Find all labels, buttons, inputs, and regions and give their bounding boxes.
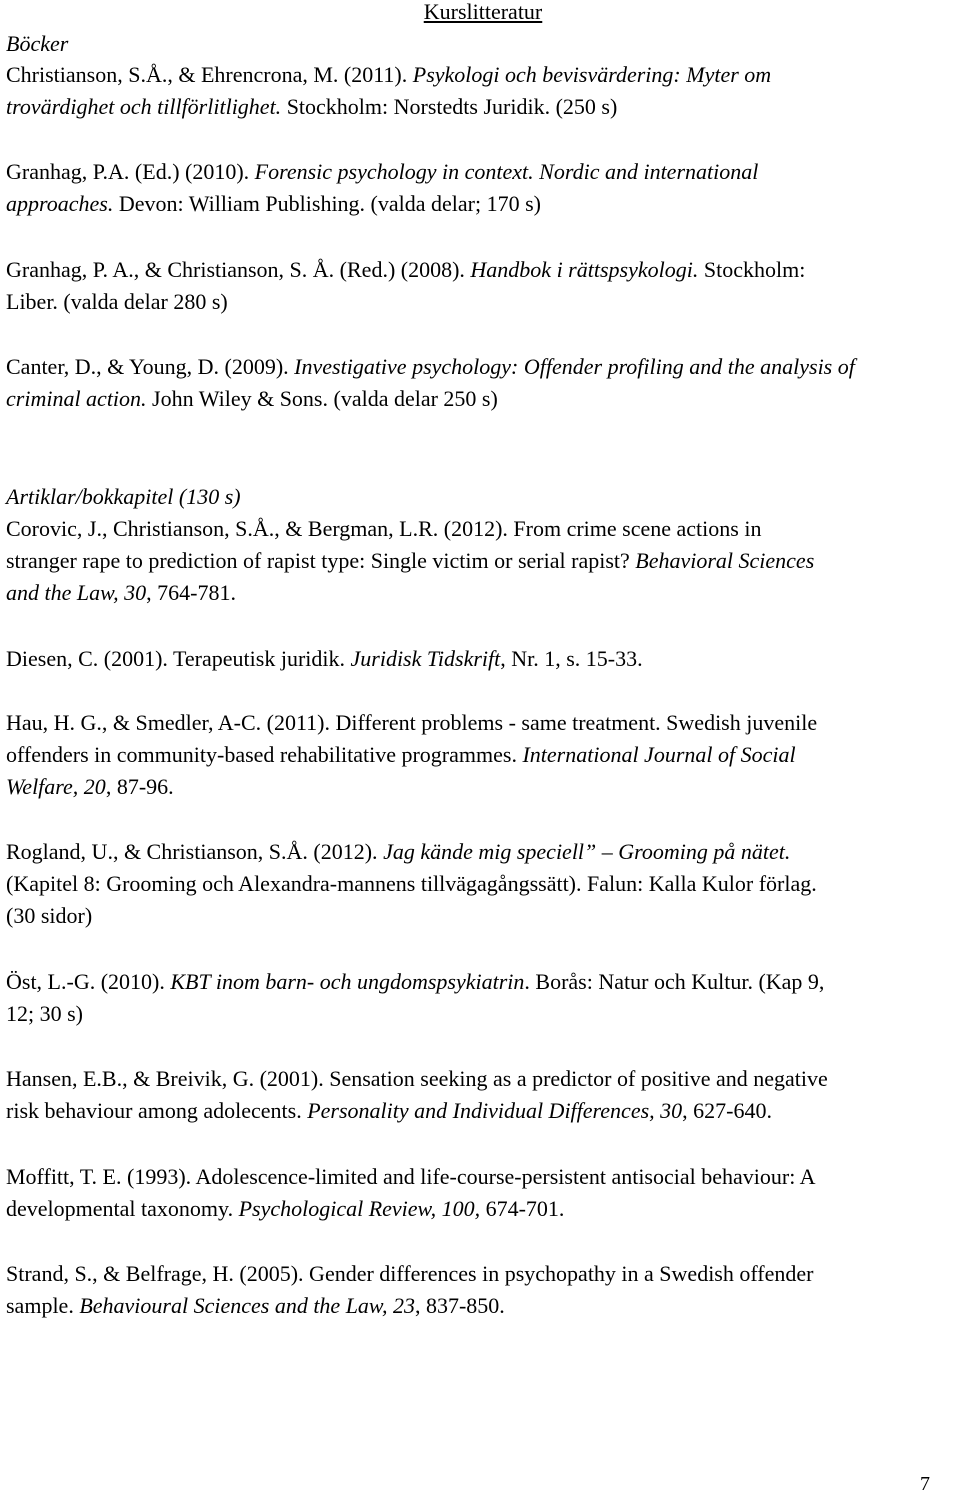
text: Devon: William Publishing. (valda delar; 170 s) [113, 191, 541, 216]
article-entry [6, 643, 956, 675]
reference-line [6, 286, 956, 318]
books-heading: Böcker [6, 31, 69, 56]
text: Strand, S., & Belfrage, H. (2005). Gender differences in psychopathy in a Swedish offender [6, 1261, 814, 1286]
reference-line [6, 545, 956, 577]
reference-line [6, 91, 956, 123]
italic-text: criminal action. [6, 386, 147, 411]
text: Rogland, U., & Christianson, S.Å. (2012). [6, 839, 384, 864]
italic-text: KBT inom barn- och ungdomspsykiatrin [170, 969, 525, 994]
text: Christianson, S.Å., & Ehrencrona, M. (2011). [6, 62, 413, 87]
reference-line [6, 868, 956, 900]
italic-text: Psychological Review, 100, [238, 1196, 481, 1221]
text: 674-701. [480, 1196, 565, 1221]
text: Corovic, J., Christianson, S.Å., & Bergman, L.R. (2012). From crime scene actions in [6, 516, 762, 541]
article-entry [6, 1063, 956, 1127]
reference-line [6, 383, 956, 415]
text: Diesen, C. (2001). Terapeutisk juridik. [6, 646, 351, 671]
reference-line [6, 836, 956, 868]
italic-text: Welfare, 20 [6, 774, 106, 799]
reference-line [6, 643, 956, 675]
reference-line [6, 188, 956, 220]
page-title: Kurslitteratur [423, 0, 543, 24]
text: Hau, H. G., & Smedler, A-C. (2011). Different problems - same treatment. Swedish juvenile [6, 710, 818, 735]
text: , 87-96. [105, 774, 174, 799]
text: Stockholm: Norstedts Juridik. (250 s) [281, 94, 618, 119]
text: (Kapitel 8: Grooming och Alexandra-mannens tillvägagångssätt). Falun: Kalla Kulor förlag. [6, 871, 817, 896]
book-entry [6, 59, 956, 123]
reference-line [6, 1161, 956, 1193]
reference-line [6, 254, 956, 286]
text: 12; 30 s) [6, 1001, 83, 1026]
text: , Nr. 1, s. 15-33. [500, 646, 643, 671]
italic-text: and the Law, 30 [6, 580, 147, 605]
italic-text: Handbok i rättspsykologi. [470, 257, 699, 282]
text: Moffitt, T. E. (1993). Adolescence-limited and life-course-persistent antisocial behaviour: A [6, 1164, 816, 1189]
reference-line [6, 707, 956, 739]
text: developmental taxonomy. [6, 1196, 239, 1221]
reference-line [6, 513, 956, 545]
text: Hansen, E.B., & Breivik, G. (2001). Sensation seeking as a predictor of positive and negative [6, 1066, 828, 1091]
book-entry [6, 156, 956, 220]
reference-line [6, 1095, 956, 1127]
italic-text: Psykologi och bevisvärdering: Myter om [412, 62, 772, 87]
reference-line [6, 351, 956, 383]
reference-line [6, 156, 956, 188]
article-entry [6, 966, 956, 1030]
book-entry [6, 351, 956, 415]
reference-line [6, 998, 956, 1030]
reference-line [6, 1258, 956, 1290]
text: , 837-850. [414, 1293, 505, 1318]
text: John Wiley & Sons. (valda delar 250 s) [146, 386, 498, 411]
reference-line [6, 771, 956, 803]
reference-line [6, 577, 956, 609]
text: . Borås: Natur och Kultur. (Kap 9, [524, 969, 825, 994]
text: , 627-640. [682, 1098, 772, 1123]
article-entry [6, 836, 956, 932]
page-number: 7 [920, 1473, 930, 1495]
italic-text: International Journal of Social [522, 742, 796, 767]
reference-line [6, 739, 956, 771]
italic-text: Personality and Individual Differences, 30 [307, 1098, 683, 1123]
text: sample. [6, 1293, 80, 1318]
reference-line [6, 900, 956, 932]
text: (30 sidor) [6, 903, 93, 928]
italic-text: approaches. [6, 191, 114, 216]
article-entry [6, 513, 956, 609]
italic-text: Behavioral Sciences [635, 548, 815, 573]
text: risk behaviour among adolecents. [6, 1098, 308, 1123]
book-entry [6, 254, 956, 318]
reference-line [6, 1290, 956, 1322]
text: , 764-781. [146, 580, 236, 605]
article-entry [6, 1258, 956, 1322]
italic-text: Investigative psychology: Offender profiling and the analysis of [294, 354, 855, 379]
text: stranger rape to prediction of rapist type: Single victim or serial rapist? [6, 548, 636, 573]
article-entry [6, 1161, 956, 1225]
italic-text: Forensic psychology in context. Nordic and international [254, 159, 759, 184]
text: offenders in community-based rehabilitative programmes. [6, 742, 523, 767]
text: Canter, D., & Young, D. (2009). [6, 354, 295, 379]
reference-line [6, 1193, 956, 1225]
italic-text: Jag kände mig speciell” – Grooming på nätet. [383, 839, 791, 864]
reference-line [6, 966, 956, 998]
text: Öst, L.-G. (2010). [6, 969, 171, 994]
text: Stockholm: [698, 257, 806, 282]
text: Granhag, P. A., & Christianson, S. Å. (Red.) (2008). [6, 257, 471, 282]
text: Granhag, P.A. (Ed.) (2010). [6, 159, 255, 184]
reference-line [6, 1063, 956, 1095]
reference-line [6, 59, 956, 91]
text: Liber. (valda delar 280 s) [6, 289, 228, 314]
article-entry [6, 707, 956, 803]
articles-heading: Artiklar/bokkapitel (130 s) [6, 484, 241, 509]
italic-text: Behavioural Sciences and the Law, 23 [79, 1293, 415, 1318]
italic-text: Juridisk Tidskrift [350, 646, 501, 671]
italic-text: trovärdighet och tillförlitlighet. [6, 94, 282, 119]
